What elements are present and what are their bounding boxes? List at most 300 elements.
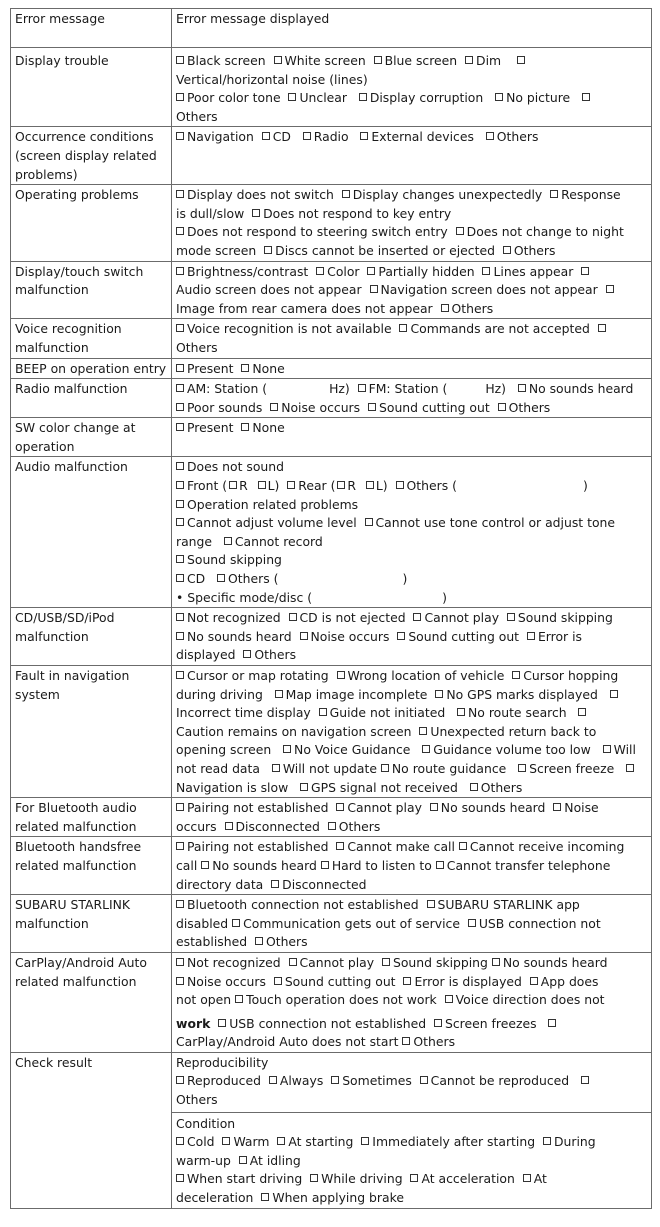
option-label: Cold	[187, 1134, 215, 1150]
option-label: Navigation screen does not appear	[380, 282, 598, 298]
checkbox[interactable]	[255, 937, 263, 945]
checkbox[interactable]	[241, 423, 249, 431]
checkbox[interactable]	[264, 246, 272, 254]
checkbox[interactable]	[382, 958, 390, 966]
checkbox[interactable]	[289, 958, 297, 966]
checkbox[interactable]	[368, 403, 376, 411]
option-label: Others	[265, 934, 308, 950]
checkbox[interactable]	[275, 690, 283, 698]
option-label: Present	[187, 420, 234, 436]
checkbox[interactable]	[427, 900, 435, 908]
option-label: During	[553, 1134, 596, 1150]
option-label: Rear (	[298, 478, 336, 494]
checkbox[interactable]	[441, 304, 449, 312]
checkbox[interactable]	[465, 56, 473, 64]
option-label: Others	[413, 1034, 456, 1050]
checkbox[interactable]	[176, 803, 184, 811]
option-label: AM: Station (	[187, 381, 268, 397]
option-label: Commands are not accepted	[410, 321, 590, 337]
checkbox[interactable]	[300, 632, 308, 640]
checkbox[interactable]	[548, 1019, 556, 1027]
checkbox[interactable]	[396, 481, 404, 489]
option-label: Screen freezes	[444, 1015, 537, 1031]
checkbox[interactable]	[176, 1137, 184, 1145]
checkbox[interactable]	[603, 745, 611, 753]
checkbox[interactable]	[271, 880, 279, 888]
option-label: occurs	[176, 818, 217, 834]
checkbox[interactable]	[201, 861, 209, 869]
option-label: Display does not switch	[187, 187, 334, 203]
options-radio-malfunction	[172, 379, 652, 418]
option-label: Error is displayed	[414, 973, 522, 989]
label-bluetooth-audio: For Bluetooth audio related malfunction	[11, 798, 172, 837]
option-label: No sounds heard	[212, 857, 317, 873]
checkbox[interactable]	[310, 1174, 318, 1182]
option-label: )	[582, 478, 588, 494]
option-label: Operation related problems	[187, 496, 359, 512]
checkbox[interactable]	[261, 1193, 269, 1201]
options-touch-switch-malfunction	[172, 261, 652, 319]
option-label: CD	[272, 129, 291, 145]
options-operating-problems	[172, 185, 652, 261]
option-label: When start driving	[187, 1171, 303, 1187]
checkbox[interactable]	[530, 977, 538, 985]
options-occurrence-conditions	[172, 127, 652, 185]
option-label: Sound cutting out	[284, 973, 396, 989]
checkbox[interactable]	[358, 384, 366, 392]
option-label: Pairing not established	[187, 800, 329, 816]
checkbox[interactable]	[274, 977, 282, 985]
checkbox[interactable]	[176, 977, 184, 985]
option-label: during driving	[176, 686, 263, 702]
option-label: L)	[375, 478, 388, 494]
row-bluetooth-audio	[11, 798, 652, 837]
option-label: Others	[508, 399, 551, 415]
checkbox[interactable]	[262, 132, 270, 140]
checkbox[interactable]	[176, 403, 184, 411]
option-label: Hz)	[485, 381, 506, 397]
checkbox[interactable]	[581, 267, 589, 275]
checkbox[interactable]	[258, 481, 266, 489]
option-label: Poor sounds	[187, 399, 263, 415]
options-bluetooth-audio	[172, 798, 652, 837]
option-label: Sound skipping	[392, 954, 488, 970]
checkbox[interactable]	[288, 93, 296, 101]
option-label: USB connection not	[478, 915, 601, 931]
checkbox[interactable]	[243, 650, 251, 658]
checkbox[interactable]	[176, 481, 184, 489]
checkbox[interactable]	[224, 537, 232, 545]
checkbox[interactable]	[336, 803, 344, 811]
checkbox[interactable]	[328, 822, 336, 830]
checkbox[interactable]	[316, 267, 324, 275]
checkbox[interactable]	[176, 190, 184, 198]
option-label: Caution remains on navigation screen	[176, 723, 412, 739]
option-label: Sound skipping	[187, 552, 282, 568]
options-bluetooth-handsfree	[172, 837, 652, 895]
option-label: Guidance volume too low	[433, 742, 591, 758]
option-label: While driving	[321, 1171, 403, 1187]
option-label: disabled	[176, 915, 229, 931]
option-label: CD	[187, 571, 206, 587]
label-touch-switch-malfunction: Display/touch switch malfunction	[11, 261, 172, 319]
checkbox[interactable]	[217, 574, 225, 582]
checkbox[interactable]	[366, 481, 374, 489]
checkbox[interactable]	[523, 1174, 531, 1182]
checkbox[interactable]	[606, 285, 614, 293]
checkbox[interactable]	[470, 783, 478, 791]
label-audio-malfunction: Audio malfunction	[11, 457, 172, 608]
option-label: mode screen	[176, 242, 257, 258]
checkbox[interactable]	[367, 267, 375, 275]
checkbox[interactable]	[361, 1137, 369, 1145]
option-label: Hz)	[329, 381, 350, 397]
option-label: Unclear	[299, 90, 347, 106]
options-carplay-malfunction	[172, 952, 652, 1052]
checkbox[interactable]	[176, 518, 184, 526]
checkbox[interactable]	[434, 1019, 442, 1027]
options-display-trouble	[172, 48, 652, 127]
option-label: Cursor or map rotating	[187, 668, 329, 683]
option-label: SUBARU STARLINK app	[437, 897, 580, 913]
option-label: Cursor hopping	[523, 668, 619, 683]
option-label: No GPS marks displayed	[446, 686, 598, 702]
option-label: R	[239, 478, 248, 494]
checkbox[interactable]	[232, 919, 240, 927]
checkbox[interactable]	[342, 190, 350, 198]
checkbox[interactable]	[445, 995, 453, 1003]
option-label: Unexpected return back to	[430, 723, 597, 739]
checkbox[interactable]	[337, 481, 345, 489]
option-label: Not recognized	[187, 954, 281, 970]
checkbox[interactable]	[176, 900, 184, 908]
row-radio-malfunction	[11, 379, 652, 418]
option-label: displayed	[176, 647, 236, 663]
checkbox[interactable]	[374, 56, 382, 64]
option-label: Others	[338, 818, 381, 834]
checkbox[interactable]	[176, 364, 184, 372]
row-starlink-malfunction	[11, 895, 652, 953]
option-label: Others	[254, 647, 297, 663]
option-label: not open	[176, 992, 232, 1008]
option-label: When applying brake	[272, 1190, 404, 1206]
checkbox[interactable]	[176, 671, 184, 679]
option-label: range	[176, 533, 213, 549]
label-sw-color-change: SW color change at operation	[11, 418, 172, 457]
option-label: Sometimes	[342, 1073, 412, 1089]
checkbox[interactable]	[176, 1076, 184, 1084]
option-label: CD is not ejected	[299, 610, 406, 626]
checkbox[interactable]	[176, 632, 184, 640]
checkbox[interactable]	[381, 764, 389, 772]
checkbox[interactable]	[492, 958, 500, 966]
option-label: No sounds heard	[502, 954, 608, 970]
checkbox[interactable]	[269, 1076, 277, 1084]
checkbox[interactable]	[289, 613, 297, 621]
options-cd-usb-malfunction	[172, 608, 652, 666]
checkbox[interactable]	[422, 745, 430, 753]
label-beep: BEEP on operation entry	[11, 358, 172, 379]
checkbox[interactable]	[420, 1076, 428, 1084]
checkbox[interactable]	[459, 842, 467, 850]
option-label: Wrong location of vehicle	[347, 668, 505, 683]
checkbox[interactable]	[222, 1137, 230, 1145]
option-label: directory data	[176, 876, 264, 892]
option-label: Cannot be reproduced	[430, 1073, 570, 1089]
option-label: Cannot receive incoming	[469, 839, 625, 855]
option-label: Voice direction does not	[455, 992, 605, 1008]
option-label: deceleration	[176, 1190, 254, 1206]
checkbox[interactable]	[436, 861, 444, 869]
checkbox[interactable]	[495, 93, 503, 101]
checkbox[interactable]	[270, 403, 278, 411]
options-audio-malfunction	[172, 457, 652, 608]
option-label: Sound cutting out	[408, 628, 520, 644]
option-label: opening screen	[176, 742, 272, 758]
option-label: Does not respond to steering switch entry	[187, 224, 448, 240]
row-bluetooth-handsfree	[11, 837, 652, 895]
option-label: White screen	[284, 53, 366, 68]
option-label: Blue screen	[384, 53, 458, 68]
option-label: Does not sound	[187, 459, 284, 475]
checkbox[interactable]	[176, 958, 184, 966]
option-label: Warm	[233, 1134, 270, 1150]
checkbox[interactable]	[321, 861, 329, 869]
option-label: Display corruption	[369, 90, 484, 106]
checkbox[interactable]	[274, 56, 282, 64]
checkbox[interactable]	[300, 783, 308, 791]
option-label: Others (	[228, 571, 279, 587]
options-sw-color-change	[172, 418, 652, 457]
checkbox[interactable]	[435, 690, 443, 698]
option-label: established	[176, 934, 248, 950]
label-check-result: Check result	[11, 1052, 172, 1208]
label-occurrence-conditions: Occurrence conditions (screen display related problems)	[11, 127, 172, 185]
option-label: Present	[187, 360, 234, 376]
checkbox[interactable]	[303, 132, 311, 140]
checkbox[interactable]	[252, 209, 260, 217]
label-bluetooth-handsfree: Bluetooth handsfree related malfunction	[11, 837, 172, 895]
checkbox[interactable]	[176, 267, 184, 275]
checkbox[interactable]	[225, 822, 233, 830]
option-label: work	[176, 1015, 211, 1031]
checkbox[interactable]	[399, 324, 407, 332]
checkbox[interactable]	[287, 481, 295, 489]
option-label: Cannot play	[347, 800, 422, 816]
error-message-table	[10, 8, 652, 1209]
checkbox[interactable]	[272, 764, 280, 772]
option-label: Map image incomplete	[285, 686, 428, 702]
option-label: Others	[176, 339, 218, 355]
checkbox[interactable]	[176, 384, 184, 392]
option-label: Does not change to night	[466, 224, 624, 240]
option-label: Partially hidden	[378, 263, 475, 279]
checkbox[interactable]	[403, 977, 411, 985]
option-label: Communication gets out of service	[243, 915, 460, 931]
option-label: No sounds heard	[440, 800, 546, 816]
checkbox[interactable]	[419, 727, 427, 735]
checkbox[interactable]	[410, 1174, 418, 1182]
checkbox[interactable]	[553, 803, 561, 811]
checkbox[interactable]	[430, 803, 438, 811]
checkbox[interactable]	[598, 324, 606, 332]
checkbox[interactable]	[402, 1037, 410, 1045]
checkbox[interactable]	[360, 132, 368, 140]
option-label: Cannot use tone control or adjust tone	[375, 515, 616, 531]
row-sw-color-change	[11, 418, 652, 457]
option-label: Vertical/horizontal noise (lines)	[176, 71, 368, 87]
option-label: Color	[327, 263, 360, 279]
option-label: Others	[513, 242, 556, 258]
checkbox[interactable]	[518, 764, 526, 772]
checkbox[interactable]	[610, 690, 618, 698]
checkbox[interactable]	[176, 227, 184, 235]
checkbox[interactable]	[241, 364, 249, 372]
option-label: Immediately after starting	[372, 1134, 536, 1150]
option-label: Hard to listen to	[331, 857, 432, 873]
option-label: No sounds heard	[187, 628, 292, 644]
checkbox[interactable]	[176, 842, 184, 850]
checkbox[interactable]	[498, 403, 506, 411]
option-label: Cannot play	[424, 610, 500, 626]
checkbox[interactable]	[359, 93, 367, 101]
option-label: Display changes unexpectedly	[352, 187, 543, 203]
checkbox[interactable]	[397, 632, 405, 640]
option-label: Sound skipping	[517, 610, 613, 626]
checkbox[interactable]	[331, 1076, 339, 1084]
option-label: Bluetooth connection not established	[187, 897, 419, 913]
checkbox[interactable]	[176, 462, 184, 470]
checkbox[interactable]	[370, 285, 378, 293]
option-label: No Voice Guidance	[294, 742, 411, 758]
option-label: No route guidance	[391, 760, 507, 776]
checkbox[interactable]	[337, 671, 345, 679]
checkbox[interactable]	[176, 555, 184, 563]
option-label: Voice recognition is not available	[187, 321, 392, 337]
options-starlink-malfunction	[172, 895, 652, 953]
option-label: Poor color tone	[187, 90, 281, 106]
row-check-result	[11, 1052, 652, 1208]
option-label: Noise occurs	[187, 973, 266, 989]
option-label: Reproduced	[187, 1073, 261, 1089]
checkbox[interactable]	[176, 93, 184, 101]
options-navigation-fault	[172, 666, 652, 798]
option-label: Always	[279, 1073, 324, 1089]
checkbox[interactable]	[543, 1137, 551, 1145]
option-label: Black screen	[187, 53, 266, 68]
table-header-row	[11, 9, 652, 48]
option-label: Does not respond to key entry	[263, 205, 452, 221]
label-voice-recognition: Voice recognition malfunction	[11, 319, 172, 358]
option-label: warm-up	[176, 1152, 231, 1168]
checkbox[interactable]	[176, 56, 184, 64]
checkbox[interactable]	[482, 267, 490, 275]
checkbox[interactable]	[176, 613, 184, 621]
checkbox[interactable]	[319, 708, 327, 716]
checkbox[interactable]	[176, 500, 184, 508]
checkbox[interactable]	[176, 132, 184, 140]
option-label: At	[533, 1171, 547, 1187]
diagnosis-sheet	[10, 8, 651, 1209]
row-beep	[11, 358, 652, 379]
checkbox[interactable]	[283, 745, 291, 753]
checkbox[interactable]	[578, 708, 586, 716]
checkbox[interactable]	[582, 93, 590, 101]
option-label: call	[176, 857, 198, 873]
checkbox[interactable]	[235, 995, 243, 1003]
option-label: Noise	[564, 800, 599, 816]
checkbox[interactable]	[176, 423, 184, 431]
option-label: Screen freeze	[529, 760, 615, 776]
option-label: Will	[613, 742, 636, 758]
option-label: FM: Station (	[368, 381, 448, 397]
checkbox[interactable]	[512, 671, 520, 679]
checkbox[interactable]	[218, 1019, 226, 1027]
option-label: Cannot record	[234, 533, 323, 549]
checkbox[interactable]	[518, 384, 526, 392]
checkbox[interactable]	[517, 56, 525, 64]
option-label: None	[252, 360, 285, 376]
option-label: Disconnected	[282, 876, 367, 892]
options-beep	[172, 358, 652, 379]
row-audio-malfunction	[11, 457, 652, 608]
header-error-message-displayed: Error message displayed	[172, 9, 652, 48]
checkbox[interactable]	[581, 1076, 589, 1084]
checkbox[interactable]	[277, 1137, 285, 1145]
checkbox[interactable]	[457, 708, 465, 716]
option-label: CarPlay/Android Auto does not start	[176, 1034, 399, 1050]
checkbox[interactable]	[468, 919, 476, 927]
option-label: Brightness/contrast	[187, 263, 309, 279]
label-radio-malfunction: Radio malfunction	[11, 379, 172, 418]
option-label: R	[347, 478, 357, 494]
label-cd-usb-malfunction: CD/USB/SD/iPod malfunction	[11, 608, 172, 666]
option-label: is dull/slow	[176, 205, 245, 221]
checkbox[interactable]	[365, 518, 373, 526]
checkbox[interactable]	[486, 132, 494, 140]
row-occurrence-conditions	[11, 127, 652, 185]
option-label: No route search	[468, 705, 567, 721]
checkbox[interactable]	[527, 632, 535, 640]
option-label: Noise occurs	[281, 399, 361, 415]
option-label: Pairing not established	[187, 839, 329, 855]
option-label: Cannot transfer telephone	[446, 857, 611, 873]
checkbox[interactable]	[507, 613, 515, 621]
checkbox[interactable]	[176, 324, 184, 332]
row-operating-problems	[11, 185, 652, 261]
option-label: Noise occurs	[310, 628, 390, 644]
checkbox[interactable]	[336, 842, 344, 850]
checkbox[interactable]	[456, 227, 464, 235]
options-check-result	[172, 1052, 652, 1208]
header-error-message: Error message	[11, 9, 172, 48]
condition-section	[172, 1112, 651, 1208]
checkbox[interactable]	[229, 481, 237, 489]
checkbox[interactable]	[550, 190, 558, 198]
checkbox[interactable]	[176, 574, 184, 582]
checkbox[interactable]	[503, 246, 511, 254]
option-label: Navigation is slow	[176, 779, 289, 795]
checkbox[interactable]	[413, 613, 421, 621]
row-carplay-malfunction	[11, 952, 652, 1052]
checkbox[interactable]	[176, 1174, 184, 1182]
option-label: Image from rear camera does not appear	[176, 300, 433, 316]
checkbox[interactable]	[239, 1156, 247, 1164]
option-label: Lines appear	[493, 263, 574, 279]
option-label: GPS signal not received	[311, 779, 458, 795]
option-label: • Specific mode/disc (	[176, 589, 313, 605]
checkbox[interactable]	[626, 764, 634, 772]
